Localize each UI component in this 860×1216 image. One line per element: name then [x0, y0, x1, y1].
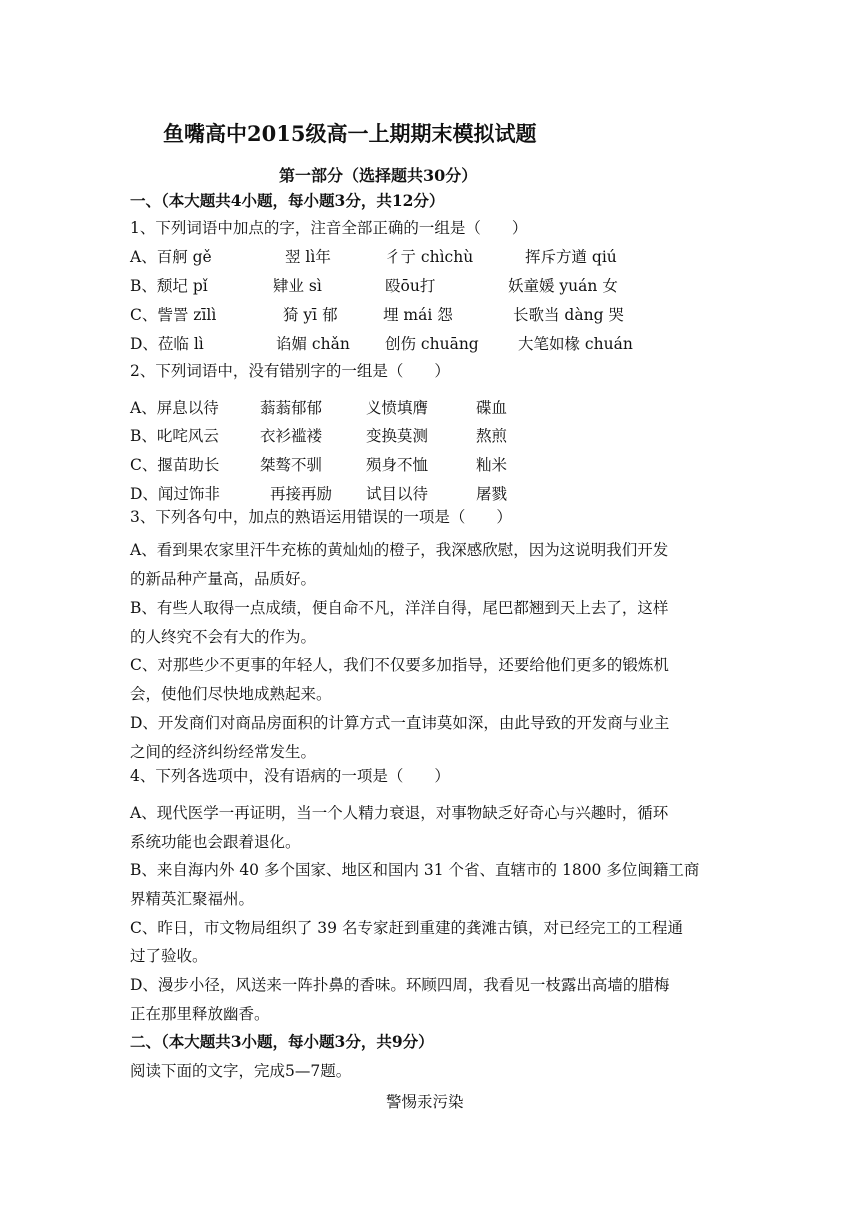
reading-intro: 阅读下面的文字，完成5—7题。 [130, 1062, 352, 1080]
q2-b-1: B、叱咤风云 [130, 427, 219, 445]
q1-a-1: A、百舸 gě [130, 248, 212, 266]
q1-b-4: 妖童媛 yuán 女 [508, 277, 618, 295]
q1-d-3: 创伤 chuāng [385, 335, 479, 353]
q1-c-2: 猗 yī 郁 [283, 306, 338, 324]
exam-title: 鱼嘴高中2015级高一上期期末模拟试题 [163, 121, 537, 146]
q3-line-3: B、有些人取得一点成绩，便自命不凡，洋洋自得，尾巴都翘到天上去了，这样 [130, 599, 669, 617]
q2-a-4: 碟血 [476, 399, 508, 417]
q2-b-4: 熬煎 [476, 427, 508, 445]
q1-d-1: D、莅临 lì [130, 335, 204, 353]
q2-stem: 2、下列词语中，没有错别字的一组是（ ） [130, 362, 450, 380]
q3-line-2: 的新品种产量高，品质好。 [130, 570, 317, 588]
q3-line-1: A、看到果农家里汗牛充栋的黄灿灿的橙子，我深感欣慰，因为这说明我们开发 [130, 541, 669, 559]
q4-line-6: 过了验收。 [130, 947, 208, 965]
q1-d-2: 谄媚 chǎn [276, 335, 350, 353]
q2-b-3: 变换莫测 [366, 427, 429, 445]
q1-c-1: C、訾詈 zīlì [130, 306, 217, 324]
q4-line-3: B、来自海内外 40 多个国家、地区和国内 31 个省、直辖市的 1800 多位闽籍工商 [130, 861, 700, 879]
q1-a-3: 彳亍 chìchù [385, 248, 474, 266]
section1-header: 一、（本大题共4小题，每小题3分，共12分） [130, 191, 445, 210]
q1-b-2: 肄业 sì [273, 277, 322, 295]
q3-line-6: 会，使他们尽快地成熟起来。 [130, 685, 332, 703]
q1-b-3: 殴ōu打 [385, 277, 436, 295]
q4-line-8: 正在那里释放幽香。 [130, 1005, 270, 1023]
q2-c-1: C、揠苗助长 [130, 456, 220, 474]
q1-a-4: 挥斥方遒 qiú [525, 248, 617, 266]
q4-line-2: 系统功能也会跟着退化。 [130, 833, 301, 851]
q3-line-4: 的人终究不会有大的作为。 [130, 628, 317, 646]
q4-line-5: C、昨日，市文物局组织了 39 名专家赶到重建的龚滩古镇，对已经完工的工程通 [130, 919, 683, 937]
q1-stem: 1、下列词语中加点的字，注音全部正确的一组是（ ） [130, 219, 528, 237]
q1-b-1: B、颓圮 pǐ [130, 277, 208, 295]
q2-a-1: A、屏息以待 [130, 399, 219, 417]
q3-line-7: D、开发商们对商品房面积的计算方式一直讳莫如深，由此导致的开发商与业主 [130, 714, 670, 732]
part1-title: 第一部分（选择题共30分） [279, 166, 478, 185]
q2-b-2: 衣衫褴褛 [260, 427, 323, 445]
q2-a-2: 蓊蓊郁郁 [260, 399, 323, 417]
q2-d-3: 试目以待 [366, 485, 429, 503]
q4-stem: 4、下列各选项中，没有语病的一项是（ ） [130, 767, 450, 785]
q4-line-1: A、现代医学一再证明，当一个人精力衰退，对事物缺乏好奇心与兴趣时，循环 [130, 804, 669, 822]
q2-d-1: D、闻过饰非 [130, 485, 220, 503]
q1-a-2: 翌 lì年 [285, 248, 331, 266]
q3-line-8: 之间的经济纠纷经常发生。 [130, 743, 317, 761]
q2-c-4: 籼米 [476, 456, 508, 474]
q1-d-4: 大笔如椽 chuán [518, 335, 633, 353]
q2-c-3: 殒身不恤 [366, 456, 429, 474]
q3-stem: 3、下列各句中，加点的熟语运用错误的一项是（ ） [130, 508, 512, 526]
section2-header: 二、（本大题共3小题，每小题3分，共9分） [130, 1032, 434, 1051]
q1-c-4: 长歌当 dàng 哭 [513, 306, 624, 324]
q4-line-4: 界精英汇聚福州。 [130, 890, 255, 908]
q2-c-2: 桀骜不驯 [260, 456, 323, 474]
q3-line-5: C、对那些少不更事的年轻人，我们不仅要多加指导，还要给他们更多的锻炼机 [130, 656, 669, 674]
q2-d-2: 再接再励 [270, 485, 333, 503]
q4-line-7: D、漫步小径，风送来一阵扑鼻的香味。环顾四周，我看见一枝露出高墙的腊梅 [130, 976, 670, 994]
q2-a-3: 义愤填膺 [366, 399, 429, 417]
q2-d-4: 屠戮 [476, 485, 508, 503]
passage-title: 警惕汞污染 [386, 1093, 464, 1111]
q1-c-3: 埋 mái 怨 [383, 306, 453, 324]
